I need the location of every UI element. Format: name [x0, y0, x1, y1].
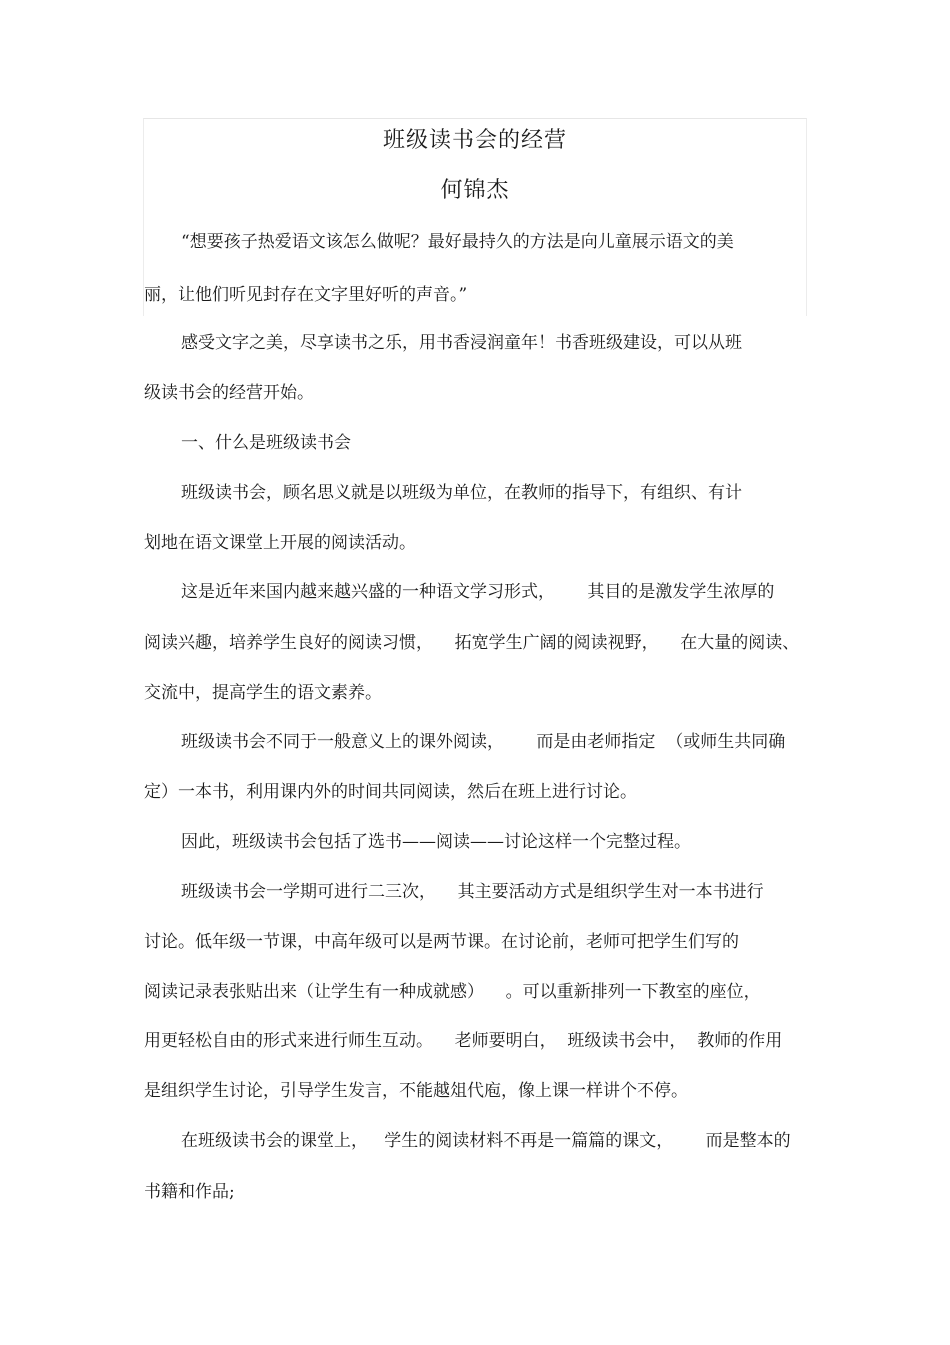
section-heading: 一、什么是班级读书会 [181, 433, 351, 453]
paragraph-line: 定）一本书，利用课内外的时间共同阅读，然后在班上进行讨论。 [144, 782, 637, 802]
paragraph-line: 班级读书会，顾名思义就是以班级为单位，在教师的指导下，有组织、有计 [181, 483, 742, 503]
paragraph-line: 讨论。低年级一节课，中高年级可以是两节课。在讨论前，老师可把学生们写的 [144, 932, 739, 952]
paragraph-line: 书籍和作品; [144, 1182, 235, 1202]
paragraph-line: 是组织学生讨论，引导学生发言，不能越俎代庖，像上课一样讲个不停。 [144, 1081, 688, 1101]
paragraph-line: 划地在语文课堂上开展的阅读活动。 [144, 533, 416, 553]
paragraph-line: 级读书会的经营开始。 [144, 383, 314, 403]
paragraph-line: 在班级读书会的课堂上， 学生的阅读材料不再是一篇篇的课文， 而是整本的 [181, 1131, 791, 1151]
paragraph-line: 感受文字之美，尽享读书之乐，用书香浸润童年！书香班级建设，可以从班 [181, 333, 742, 353]
paragraph-line: 用更轻松自由的形式来进行师生互动。 老师要明白， 班级读书会中， 教师的作用 [144, 1031, 783, 1051]
paragraph-line: 班级读书会不同于一般意义上的课外阅读， 而是由老师指定 （或师生共同确 [181, 732, 786, 752]
document-title: 班级读书会的经营 [382, 128, 567, 153]
paragraph-line: 交流中，提高学生的语文素养。 [144, 683, 382, 703]
quote-line: “想要孩子热爱语文该怎么做呢？最好最持久的方法是向儿童展示语文的美 [181, 232, 734, 252]
paragraph-line: 阅读兴趣，培养学生良好的阅读习惯， 拓宽学生广阔的阅读视野， 在大量的阅读、 [144, 633, 800, 653]
paragraph-line: 阅读记录表张贴出来（让学生有一种成就感） 。可以重新排列一下教室的座位， [144, 982, 761, 1002]
paragraph-line: 因此，班级读书会包括了选书——阅读——讨论这样一个完整过程。 [181, 832, 691, 852]
paragraph-line: 这是近年来国内越来越兴盛的一种语文学习形式， 其目的是激发学生浓厚的 [181, 582, 775, 602]
quote-line: 丽，让他们听见封存在文字里好听的声音。” [144, 285, 468, 305]
document-author: 何锦杰 [440, 178, 510, 203]
paragraph-line: 班级读书会一学期可进行二三次， 其主要活动方式是组织学生对一本书进行 [181, 882, 764, 902]
